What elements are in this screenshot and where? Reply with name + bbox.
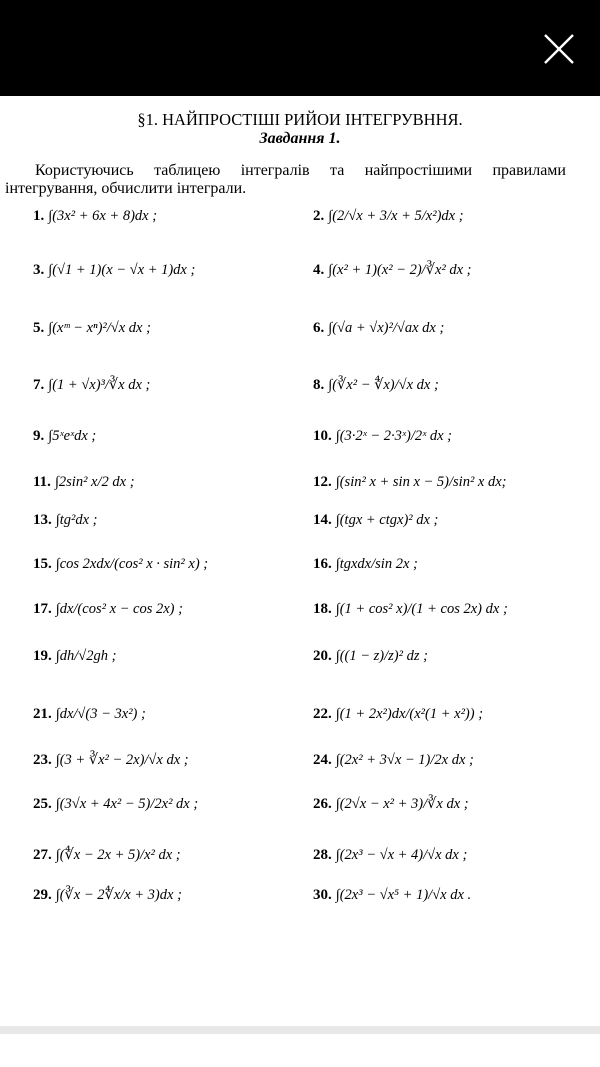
task-number: 10. xyxy=(313,428,332,444)
task-integral: ∫(2x³ − √x + 4)/√x dx ; xyxy=(335,847,468,863)
task-number: 21. xyxy=(33,706,52,722)
task-number: 11. xyxy=(33,474,51,490)
task-item xyxy=(313,887,471,904)
task-integral: ∫(∛x − 2∜x/x + 3)dx ; xyxy=(55,887,182,903)
task-item xyxy=(33,377,150,394)
task-number: 5. xyxy=(33,320,45,336)
task-integral: ∫(x² + 1)(x² − 2)/∛x² dx ; xyxy=(328,262,472,278)
task-integral: ∫5ˣeˣdx ; xyxy=(48,428,97,444)
document-subtitle: Завдання 1. xyxy=(259,130,341,147)
task-number: 26. xyxy=(313,796,332,812)
task-item xyxy=(33,796,198,813)
task-item xyxy=(313,556,418,573)
task-item xyxy=(33,601,183,618)
task-number: 12. xyxy=(313,474,332,490)
task-item xyxy=(313,428,452,445)
task-integral: ∫(tgx + ctgx)² dx ; xyxy=(335,512,439,528)
next-page-area xyxy=(0,1034,600,1067)
task-number: 1. xyxy=(33,208,45,224)
task-integral: ∫(3√x + 4x² − 5)/2x² dx ; xyxy=(55,796,199,812)
task-integral: ∫(2x³ − √x⁵ + 1)/√x dx . xyxy=(335,887,472,903)
task-integral: ∫cos 2xdx/(cos² x · sin² x) ; xyxy=(55,556,209,572)
task-item xyxy=(33,752,189,769)
task-item xyxy=(313,208,464,225)
task-number: 2. xyxy=(313,208,325,224)
task-item xyxy=(33,706,146,723)
task-number: 25. xyxy=(33,796,52,812)
task-item xyxy=(313,320,444,337)
task-integral: ∫tgxdx/sin 2x ; xyxy=(335,556,418,572)
task-number: 15. xyxy=(33,556,52,572)
task-number: 14. xyxy=(313,512,332,528)
task-integral: ∫(3·2ˣ − 2·3ˣ)/2ˣ dx ; xyxy=(335,428,452,444)
task-number: 20. xyxy=(313,648,332,664)
task-item xyxy=(33,474,135,491)
page-separator xyxy=(0,1026,600,1034)
task-item xyxy=(33,262,195,279)
task-integral: ∫dh/√2gh ; xyxy=(55,648,117,664)
task-number: 22. xyxy=(313,706,332,722)
document-title: §1. НАЙПРОСТІШІ РИЙОИ ІНТЕГРУВННЯ. xyxy=(137,110,463,129)
task-item xyxy=(313,796,469,813)
task-item xyxy=(313,474,507,491)
task-integral: ∫dx/(cos² x − cos 2x) ; xyxy=(55,601,183,617)
task-integral: ∫(1 + √x)³/∛x dx ; xyxy=(48,377,151,393)
close-icon xyxy=(540,30,578,68)
task-integral: ∫((1 − z)/z)² dz ; xyxy=(335,648,428,664)
task-item xyxy=(33,887,182,904)
task-item xyxy=(313,512,438,529)
task-number: 13. xyxy=(33,512,52,528)
task-item xyxy=(313,648,428,665)
task-number: 18. xyxy=(313,601,332,617)
task-integral: ∫(2/√x + 3/x + 5/x²)dx ; xyxy=(328,208,464,224)
task-number: 17. xyxy=(33,601,52,617)
task-integral: ∫(xᵐ − xⁿ)²/√x dx ; xyxy=(48,320,151,336)
task-integral: ∫(2√x − x² + 3)/∛x dx ; xyxy=(335,796,469,812)
task-number: 29. xyxy=(33,887,52,903)
task-integral: ∫(∜x − 2x + 5)/x² dx ; xyxy=(55,847,181,863)
task-item xyxy=(33,512,98,529)
task-item xyxy=(33,648,116,665)
task-integral: ∫(3x² + 6x + 8)dx ; xyxy=(48,208,158,224)
task-number: 23. xyxy=(33,752,52,768)
task-integral: ∫(1 + cos² x)/(1 + cos 2x) dx ; xyxy=(335,601,508,617)
task-integral: ∫2sin² x/2 dx ; xyxy=(54,474,135,490)
task-item xyxy=(313,601,508,618)
task-number: 28. xyxy=(313,847,332,863)
task-item xyxy=(33,208,157,225)
task-integral: ∫dx/√(3 − 3x²) ; xyxy=(55,706,146,722)
close-button[interactable] xyxy=(540,30,578,68)
task-item xyxy=(33,556,208,573)
task-number: 9. xyxy=(33,428,45,444)
task-item xyxy=(33,847,181,864)
task-item xyxy=(313,752,474,769)
task-integral: ∫(∛x² − ∜x)/√x dx ; xyxy=(328,377,439,393)
task-item xyxy=(313,377,439,394)
task-number: 8. xyxy=(313,377,325,393)
task-number: 7. xyxy=(33,377,45,393)
task-number: 24. xyxy=(313,752,332,768)
task-item xyxy=(313,706,483,723)
instructions-content: Користуючись таблицею інтегралів та найпростішими правилами інтегрування, обчислити інтеграли. xyxy=(5,162,566,197)
task-integral: ∫(3 + ∛x² − 2x)/√x dx ; xyxy=(55,752,189,768)
task-number: 6. xyxy=(313,320,325,336)
task-integral: ∫(√a + √x)²/√ax dx ; xyxy=(328,320,445,336)
task-number: 4. xyxy=(313,262,325,278)
task-integral: ∫(2x² + 3√x − 1)/2x dx ; xyxy=(335,752,474,768)
task-item xyxy=(313,847,467,864)
task-integral: ∫(√1 + 1)(x − √x + 1)dx ; xyxy=(48,262,196,278)
task-number: 19. xyxy=(33,648,52,664)
instructions-text xyxy=(5,162,566,198)
task-number: 27. xyxy=(33,847,52,863)
task-number: 3. xyxy=(33,262,45,278)
task-number: 30. xyxy=(313,887,332,903)
task-item xyxy=(313,262,472,279)
task-item xyxy=(33,320,151,337)
task-number: 16. xyxy=(313,556,332,572)
top-bar xyxy=(0,0,600,96)
task-item xyxy=(33,428,96,445)
task-integral: ∫(sin² x + sin x − 5)/sin² x dx; xyxy=(335,474,507,490)
document-page xyxy=(0,96,600,1026)
task-integral: ∫tg²dx ; xyxy=(55,512,98,528)
task-integral: ∫(1 + 2x²)dx/(x²(1 + x²)) ; xyxy=(335,706,484,722)
